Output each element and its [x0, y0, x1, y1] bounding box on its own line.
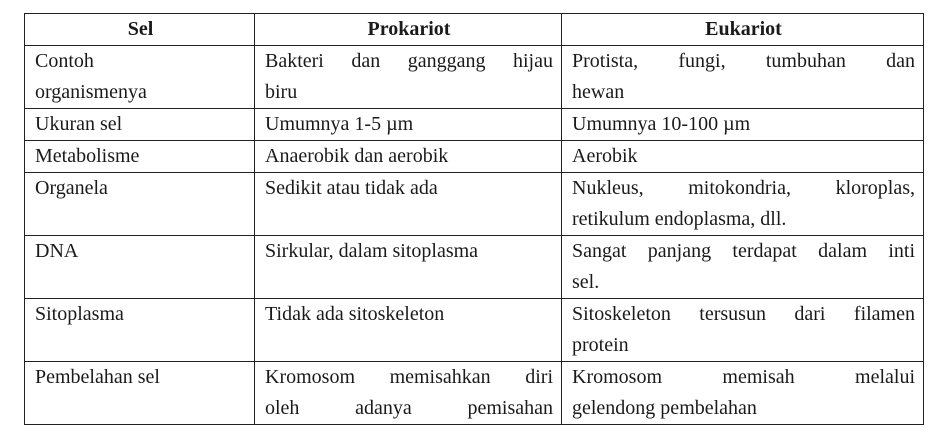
- cell-prokariot: [255, 236, 562, 299]
- header-eukariot: Eukariot: [562, 14, 924, 46]
- cell-line: gelendong pembelahan: [572, 397, 757, 419]
- cell-line: Metabolisme: [35, 145, 140, 167]
- cell-line: Nukleus, mitokondria, kloroplas,: [572, 177, 915, 199]
- cell-eukariot: [562, 46, 924, 109]
- cell-eukariot: [562, 141, 924, 173]
- cell-prokariot: [255, 46, 562, 109]
- header-prokariot: Prokariot: [255, 14, 562, 46]
- cell-prokariot: [255, 109, 562, 141]
- cell-line: Contoh: [35, 50, 94, 72]
- cell-line: DNA: [35, 240, 79, 262]
- table-row: [25, 141, 924, 173]
- comparison-table: [24, 13, 924, 425]
- cell-eukariot: [562, 299, 924, 362]
- cell-line: protein: [572, 334, 629, 356]
- cell-sel: [25, 109, 255, 141]
- cell-prokariot: [255, 173, 562, 236]
- cell-line: Umumnya 1-5 µm: [265, 113, 414, 135]
- cell-line: Ukuran sel: [35, 113, 123, 135]
- cell-sel: [25, 173, 255, 236]
- cell-line: retikulum endoplasma, dll.: [572, 208, 787, 230]
- table-row: [25, 236, 924, 299]
- cell-prokariot: [255, 362, 562, 425]
- cell-prokariot: [255, 141, 562, 173]
- cell-line: hewan: [572, 81, 625, 103]
- cell-sel: [25, 362, 255, 425]
- cell-prokariot: [255, 299, 562, 362]
- cell-line: Sitoskeleton tersusun dari filamen: [572, 303, 915, 325]
- cell-line: Aerobik: [572, 145, 638, 167]
- table-row: [25, 299, 924, 362]
- cell-line: Organela: [35, 177, 108, 199]
- cell-line: Pembelahan sel: [35, 366, 160, 388]
- cell-line: Protista, fungi, tumbuhan dan: [572, 50, 915, 72]
- cell-line: Anaerobik dan aerobik: [265, 145, 449, 167]
- cell-line: sel.: [572, 271, 600, 293]
- cell-eukariot: [562, 236, 924, 299]
- header-sel: Sel: [25, 14, 255, 46]
- table-row: [25, 362, 924, 425]
- table-row: [25, 46, 924, 109]
- document-page: [24, 13, 924, 425]
- cell-eukariot: [562, 362, 924, 425]
- table-row: [25, 173, 924, 236]
- table-row: [25, 109, 924, 141]
- cell-sel: [25, 236, 255, 299]
- cell-line: organismenya: [35, 81, 147, 103]
- cell-eukariot: [562, 173, 924, 236]
- cell-line: Bakteri dan ganggang hijau: [265, 50, 553, 72]
- cell-line: Sitoplasma: [35, 303, 124, 325]
- cell-sel: [25, 299, 255, 362]
- cell-line: Kromosom memisahkan diri: [265, 366, 553, 388]
- cell-line: Tidak ada sitoskeleton: [265, 303, 445, 325]
- cell-line: Sedikit atau tidak ada: [265, 177, 438, 199]
- cell-line: biru: [265, 81, 298, 103]
- cell-line: oleh adanya pemisahan: [265, 397, 553, 419]
- cell-sel: [25, 46, 255, 109]
- header-row: [25, 14, 924, 46]
- cell-sel: [25, 141, 255, 173]
- cell-line: Sirkular, dalam sitoplasma: [265, 240, 479, 262]
- cell-line: Umumnya 10-100 µm: [572, 113, 751, 135]
- cell-line: Sangat panjang terdapat dalam inti: [572, 240, 915, 262]
- cell-eukariot: [562, 109, 924, 141]
- cell-line: Kromosom memisah melalui: [572, 366, 915, 388]
